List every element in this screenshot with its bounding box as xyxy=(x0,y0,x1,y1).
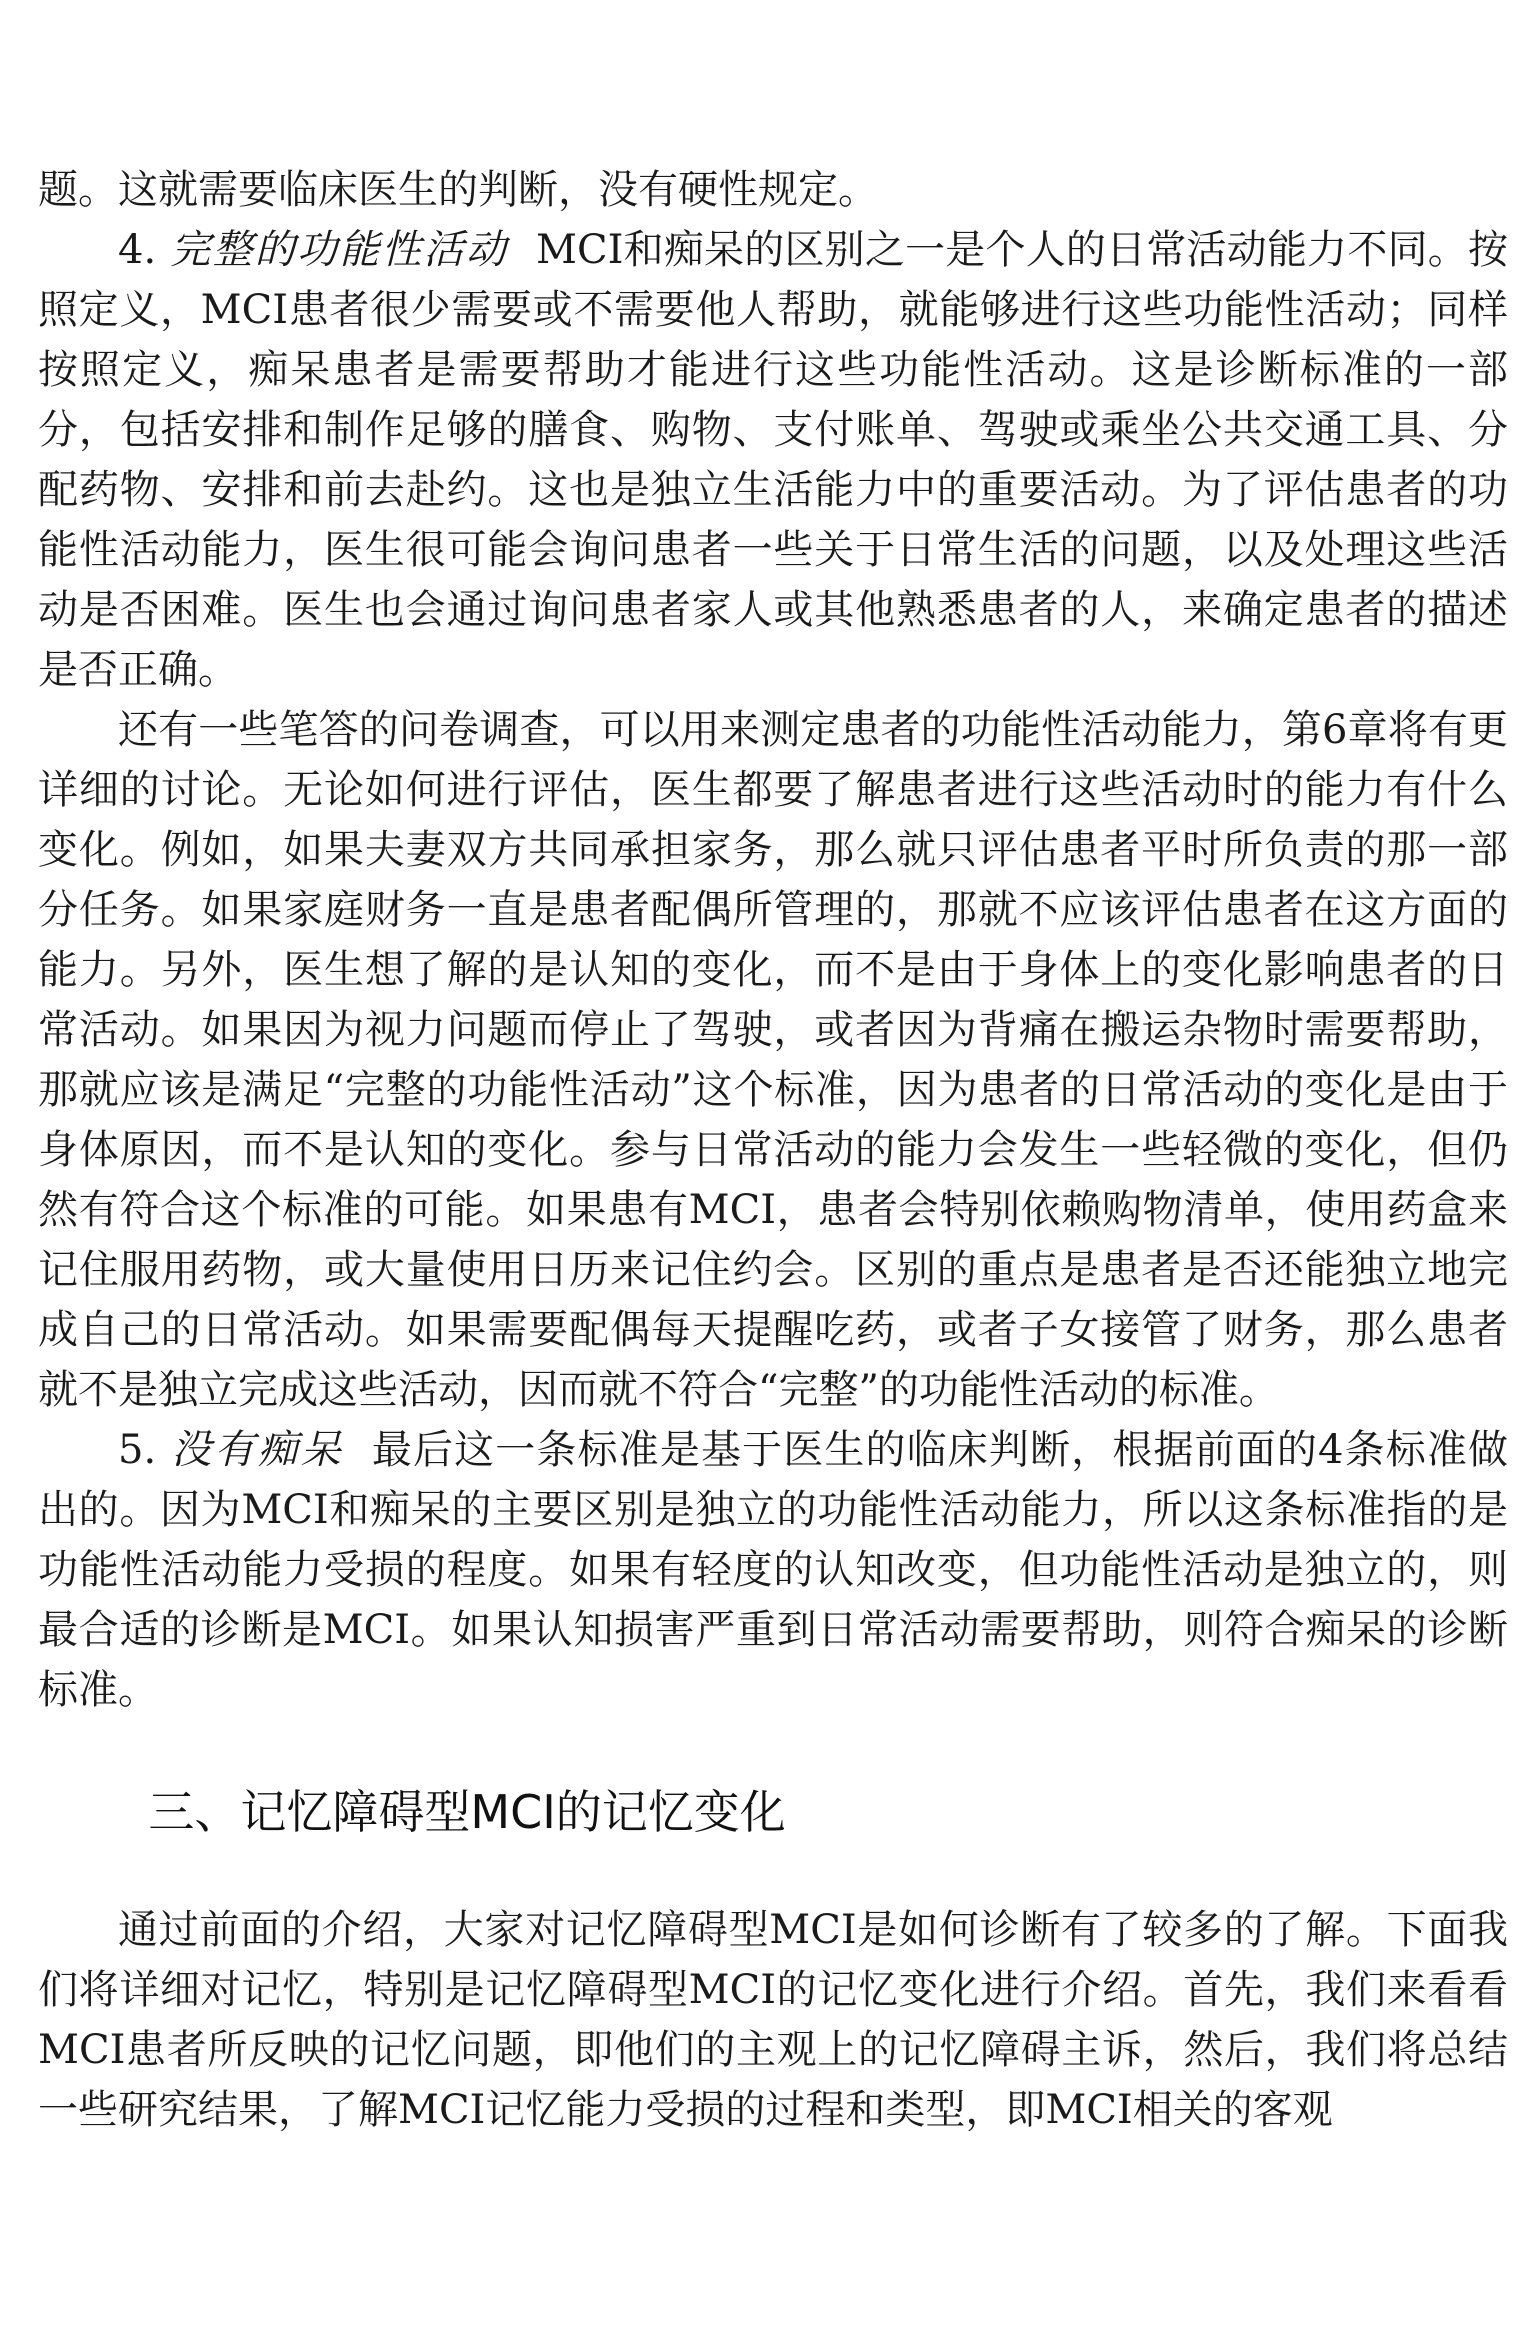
criterion-number: 5. xyxy=(118,1427,157,1473)
paragraph-memory-intro: 通过前面的介绍，大家对记忆障碍型MCI是如何诊断有了较多的了解。下面我们将详细对记忆，特别是记忆障碍型MCI的记忆变化进行介绍。首先，我们来看看MCI患者所反映的记忆问题，即他们的主观上的记忆障碍主诉，然后，我们将总结一些研究结果，了解MCI记忆能力受损的过程和类型，即MCI相关的客观 xyxy=(38,1907,1508,2133)
criterion-number: 4. xyxy=(118,227,157,273)
criterion-body: MCI和痴呆的区别之一是个人的日常活动能力不同。按照定义，MCI患者很少需要或不需要他人帮助，就能够进行这些功能性活动；同样按照定义，痴呆患者是需要帮助才能进行这些功能性活动。这是诊断标准的一部分，包括安排和制作足够的膳食、购物、支付账单、驾驶或乘坐公共交通工具、分配药物、安排和前去赴约。这也是独立生活能力中的重要活动。为了评估患者的功能性活动能力，医生很可能会询问患者一些关于日常生活的问题，以及处理这些活动是否困难。医生也会通过询问患者家人或其他熟悉患者的人，来确定患者的描述是否正确。 xyxy=(38,227,1508,693)
criterion-heading: 完整的功能性活动 xyxy=(170,227,509,273)
document-page xyxy=(38,160,1508,2140)
paragraph-questionnaire: 还有一些笔答的问卷调查，可以用来测定患者的功能性活动能力，第6章将有更详细的讨论。无论如何进行评估，医生都要了解患者进行这些活动时的能力有什么变化。例如，如果夫妻双方共同承担家务，那么就只评估患者平时所负责的那一部分任务。如果家庭财务一直是患者配偶所管理的，那就不应该评估患者在这方面的能力。另外，医生想了解的是认知的变化，而不是由于身体上的变化影响患者的日常活动。如果因为视力问题而停止了驾驶，或者因为背痛在搬运杂物时需要帮助，那就应该是满足“完整的功能性活动”这个标准，因为患者的日常活动的变化是由于身体原因，而不是认知的变化。参与日常活动的能力会发生一些轻微的变化，但仍然有符合这个标准的可能。如果患有MCI，患者会特别依赖购物清单，使用药盒来记住服用药物，或大量使用日历来记住约会。区别的重点是患者是否还能独立地完成自己的日常活动。如果需要配偶每天提醒吃药，或者子女接管了财务，那么患者就不是独立完成这些活动，因而就不符合“完整”的功能性活动的标准。 xyxy=(38,707,1508,1413)
criterion-body: 最后这一条标准是基于医生的临床判断，根据前面的4条标准做出的。因为MCI和痴呆的主要区别是独立的功能性活动能力，所以这条标准指的是功能性活动能力受损的程度。如果有轻度的认知改变，但功能性活动是独立的，则最合适的诊断是MCI。如果认知损害严重到日常活动需要帮助，则符合痴呆的诊断标准。 xyxy=(38,1427,1508,1713)
section-heading: 三、记忆障碍型MCI的记忆变化 xyxy=(148,1785,786,1839)
paragraph-criterion-5 xyxy=(38,1420,1508,1720)
criterion-heading: 没有痴呆 xyxy=(170,1427,344,1473)
paragraph-continuation: 题。这就需要临床医生的判断，没有硬性规定。 xyxy=(38,167,878,213)
paragraph-criterion-4 xyxy=(38,220,1508,700)
